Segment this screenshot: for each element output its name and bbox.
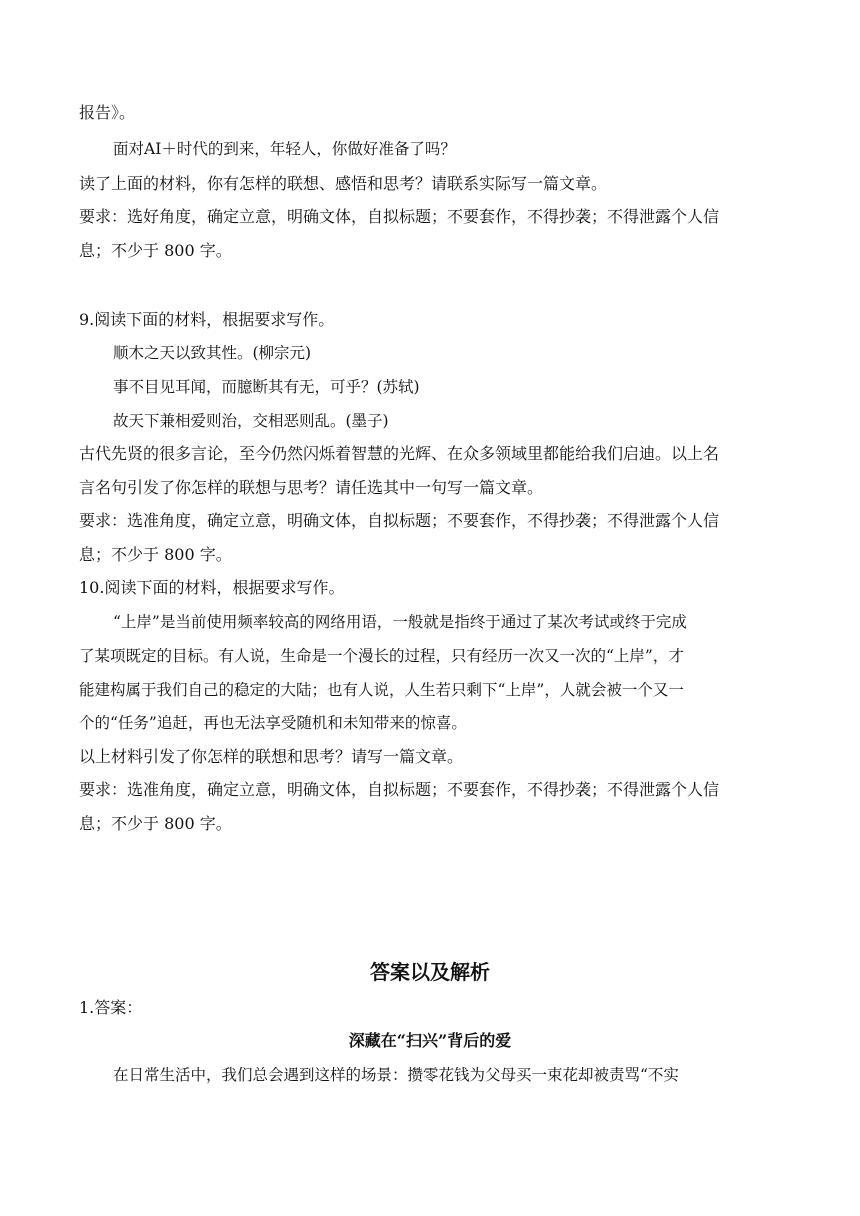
essay-line: 在日常生活中，我们总会遇到这样的场景：攒零花钱为父母买一束花却被责骂“不实 <box>113 1066 679 1084</box>
requirements-line: 息；不少于 800 字。 <box>79 545 232 564</box>
writing-prompt: 读了上面的材料，你有怎样的联想、感悟和思考？请联系实际写一篇文章。 <box>79 174 608 193</box>
text-line: 报告》。 <box>79 103 136 122</box>
quote-line: 故天下兼相爱则治，交相恶则乱。(墨子) <box>113 412 389 430</box>
question-10-title: 10.阅读下面的材料，根据要求写作。 <box>79 578 345 597</box>
requirements-line: 要求：选准角度，确定立意，明确文体，自拟标题；不要套作，不得抄袭；不得泄露个人信 <box>79 780 720 799</box>
material-line: 能建构属于我们自己的稳定的大陆；也有人说，人生若只剩下“上岸”，人就会被一个又一 <box>79 681 684 699</box>
question-9-title: 9.阅读下面的材料，根据要求写作。 <box>79 310 335 329</box>
paragraph-line: 古代先贤的很多言论，至今仍然闪烁着智慧的光辉、在众多领域里都能给我们启迪。以上名 <box>79 444 720 463</box>
essay-title: 深藏在“扫兴”背后的爱 <box>348 1031 512 1050</box>
requirements-line: 要求：选准角度，确定立意，明确文体，自拟标题；不要套作，不得抄袭；不得泄露个人信 <box>79 511 720 530</box>
answer-1-label: 1.答案： <box>79 998 143 1017</box>
answers-heading: 答案以及解析 <box>370 960 490 984</box>
writing-prompt: 以上材料引发了你怎样的联想和思考？请写一篇文章。 <box>79 747 464 766</box>
material-line: 面对AI＋时代的到来，年轻人，你做好准备了吗？ <box>113 140 456 158</box>
quote-line: 顺木之天以致其性。(柳宗元) <box>113 344 312 362</box>
quote-line: 事不目见耳闻，而臆断其有无，可乎？(苏轼) <box>113 378 420 396</box>
requirements-line: 息；不少于 800 字。 <box>79 814 232 833</box>
requirements-line: 要求：选好角度，确定立意，明确文体，自拟标题；不要套作，不得抄袭；不得泄露个人信 <box>79 207 720 226</box>
material-line: “上岸”是当前使用频率较高的网络用语，一般就是指终于通过了某次考试或终于完成 <box>113 613 687 631</box>
requirements-line: 息；不少于 800 字。 <box>79 241 232 260</box>
paragraph-line: 言名句引发了你怎样的联想与思考？请任选其中一句写一篇文章。 <box>79 478 544 497</box>
material-line: 了某项既定的目标。有人说，生命是一个漫长的过程，只有经历一次又一次的“上岸”，才 <box>79 647 684 665</box>
material-line: 个的“任务”追赶，再也无法享受随机和未知带来的惊喜。 <box>79 714 467 732</box>
